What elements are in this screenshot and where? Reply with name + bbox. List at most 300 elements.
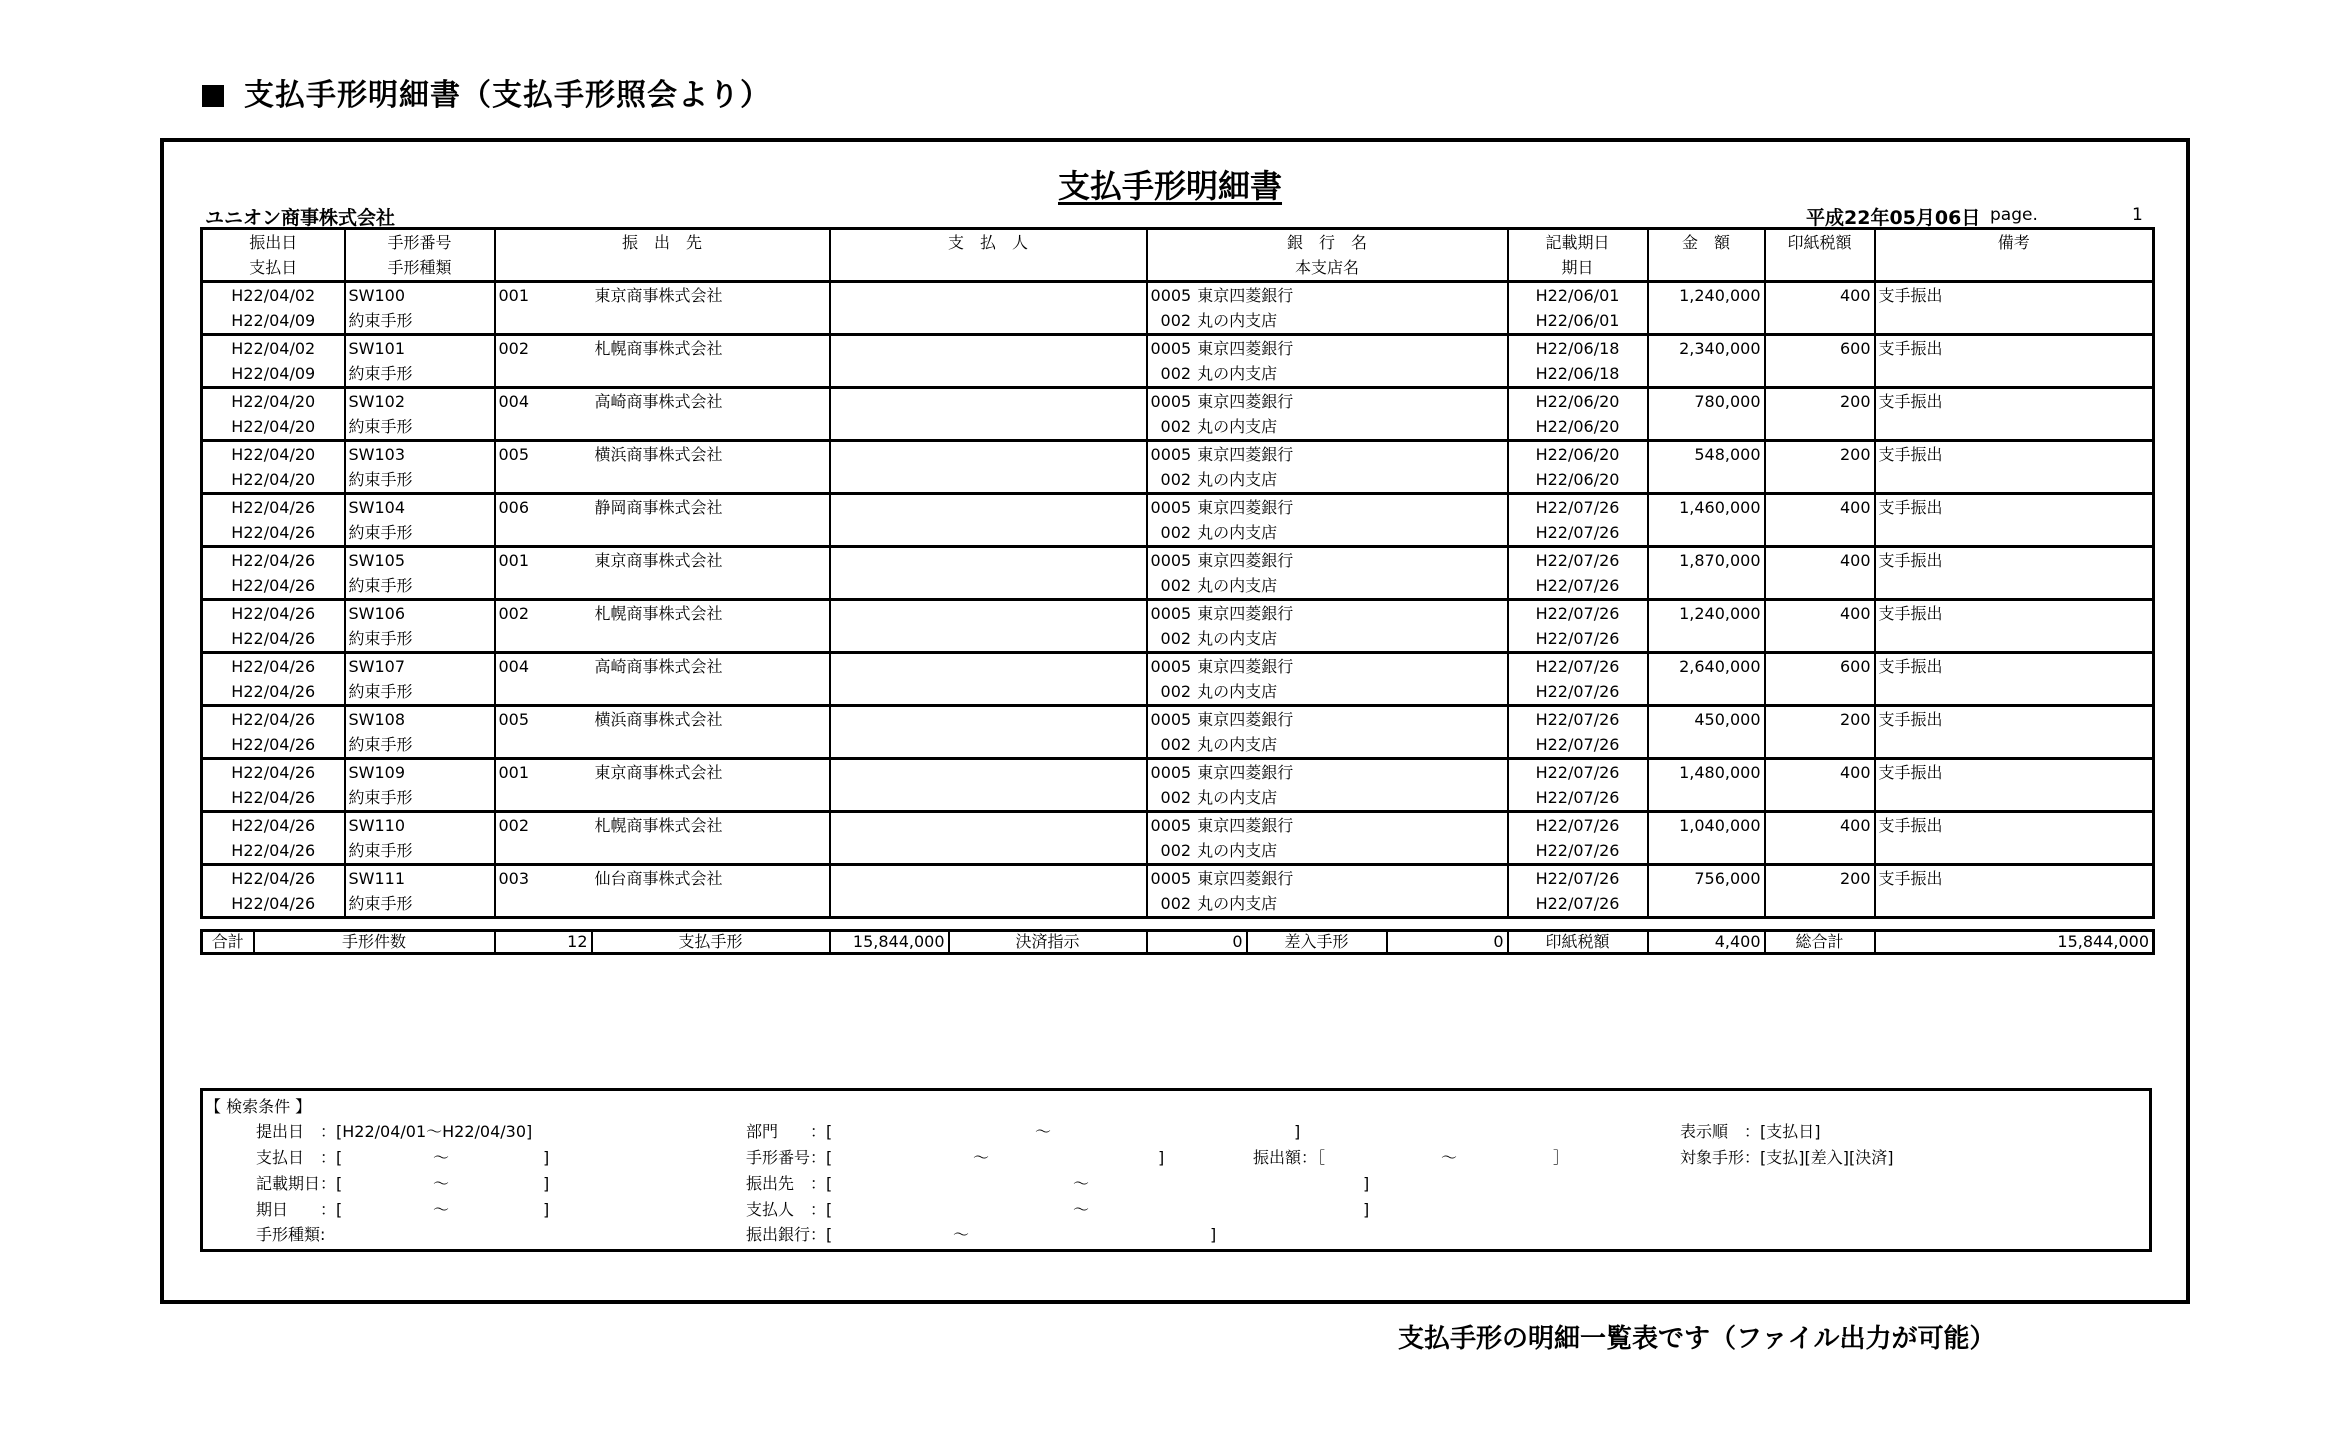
amount: 1,460,000 [1648, 494, 1765, 521]
bank [1147, 600, 1508, 627]
col-due-date: 記載期日 [1508, 229, 1648, 256]
branch-code: 002 [1160, 629, 1192, 648]
remarks: 支手振出 [1875, 388, 2154, 415]
remarks: 支手振出 [1875, 653, 2154, 680]
issue-date: H22/04/26 [202, 600, 345, 627]
payer [830, 494, 1147, 521]
amount: 1,040,000 [1648, 812, 1765, 839]
term-date: H22/07/26 [1508, 891, 1648, 918]
note-type: 約束手形 [345, 414, 495, 441]
payee-name: 高崎商事株式会社 [592, 653, 830, 680]
cond-due-date-end: ] [543, 1174, 550, 1193]
table-row-sub [202, 679, 2154, 706]
payee-code: 005 [495, 441, 592, 468]
bank-code: 0005 [1150, 763, 1192, 782]
cond-payee-tilde: ～ [1073, 1174, 1090, 1193]
bank-code: 0005 [1150, 869, 1192, 888]
payer [830, 706, 1147, 733]
payee-code: 005 [495, 706, 592, 733]
pay-date: H22/04/20 [231, 417, 316, 436]
cond-note-type: 手形種類: [256, 1225, 326, 1244]
branch [1147, 361, 1508, 388]
note-no: SW105 [345, 547, 495, 574]
table-row [202, 865, 2154, 892]
branch [1147, 626, 1508, 653]
payable-label: 支払手形 [592, 931, 830, 954]
remarks: 支手振出 [1875, 335, 2154, 362]
remarks: 支手振出 [1875, 759, 2154, 786]
branch [1147, 785, 1508, 812]
cond-amount-end: ］ [1553, 1148, 1570, 1167]
note-type: 約束手形 [345, 838, 495, 865]
cond-bank: 振出銀行：[ [746, 1225, 833, 1244]
term-date: H22/06/20 [1508, 467, 1648, 494]
due-date: H22/06/01 [1508, 282, 1648, 309]
table-row-sub [202, 891, 2154, 918]
due-date: H22/07/26 [1508, 812, 1648, 839]
branch-code: 002 [1160, 523, 1192, 542]
bank [1147, 653, 1508, 680]
payee-code: 001 [495, 759, 592, 786]
branch-name: 丸の内支店 [1197, 682, 1278, 701]
col-stamp-tax: 印紙税額 [1765, 229, 1875, 256]
remarks: 支手振出 [1875, 282, 2154, 309]
issue-date: H22/04/26 [202, 865, 345, 892]
note-no: SW103 [345, 441, 495, 468]
branch-code: 002 [1160, 788, 1192, 807]
stamp-tax: 200 [1765, 388, 1875, 415]
issue-date: H22/04/26 [202, 706, 345, 733]
cond-amount: 振出額：［ [1253, 1148, 1326, 1167]
remarks: 支手振出 [1875, 547, 2154, 574]
cond-payer: 支払人 ：[ [746, 1200, 833, 1219]
issue-date: H22/04/20 [202, 441, 345, 468]
amount: 1,240,000 [1648, 282, 1765, 309]
stamp-tax: 600 [1765, 653, 1875, 680]
cond-target: 対象手形：[支払][差入][決済] [1680, 1148, 1894, 1167]
branch-code: 002 [1160, 735, 1192, 754]
table-row-sub [202, 414, 2154, 441]
bank-code: 0005 [1150, 657, 1192, 676]
note-type: 約束手形 [345, 361, 495, 388]
stamp-tax: 200 [1765, 441, 1875, 468]
cond-submit-date: 提出日 ：[H22/04/01～H22/04/30] [256, 1122, 533, 1141]
page-heading-text: 支払手形明細書（支払手形照会より） [244, 78, 771, 113]
stamp-tax: 200 [1765, 865, 1875, 892]
payee-name: 東京商事株式会社 [592, 759, 830, 786]
bank [1147, 706, 1508, 733]
bank-code: 0005 [1150, 604, 1192, 623]
note-type: 約束手形 [345, 520, 495, 547]
note-no: SW106 [345, 600, 495, 627]
settle-value: 0 [1147, 931, 1247, 954]
deposit-label: 差入手形 [1247, 931, 1387, 954]
payee-code: 004 [495, 653, 592, 680]
bank-code: 0005 [1150, 498, 1192, 517]
payer [830, 865, 1147, 892]
footnote: 支払手形の明細一覧表です（ファイル出力が可能） [1398, 1324, 1996, 1354]
due-date: H22/07/26 [1508, 494, 1648, 521]
cond-note-no: 手形番号：[ [746, 1148, 833, 1167]
bank-name: 東京四菱銀行 [1197, 445, 1294, 464]
company-name: ユニオン商事株式会社 [205, 207, 396, 229]
table-row [202, 600, 2154, 627]
stamp-tax: 400 [1765, 282, 1875, 309]
branch [1147, 838, 1508, 865]
grand-label: 総合計 [1765, 931, 1875, 954]
bank-code: 0005 [1150, 286, 1192, 305]
payee-name: 仙台商事株式会社 [592, 865, 830, 892]
branch [1147, 520, 1508, 547]
col-term-date: 期日 [1508, 255, 1648, 282]
branch [1147, 308, 1508, 335]
col-payee: 振 出 先 [495, 229, 830, 256]
payee-name: 札幌商事株式会社 [592, 600, 830, 627]
count-value: 12 [495, 931, 592, 954]
table-row [202, 547, 2154, 574]
branch [1147, 467, 1508, 494]
note-no: SW110 [345, 812, 495, 839]
cond-term: 期日 ：[ [256, 1200, 343, 1219]
amount: 780,000 [1648, 388, 1765, 415]
branch-code: 002 [1160, 682, 1192, 701]
remarks: 支手振出 [1875, 865, 2154, 892]
payee-code: 003 [495, 865, 592, 892]
table-row-sub [202, 467, 2154, 494]
bank-name: 東京四菱銀行 [1197, 657, 1294, 676]
page-label: page. [1990, 205, 2038, 225]
col-note-type: 手形種類 [345, 255, 495, 282]
table-row-sub [202, 361, 2154, 388]
page-number: 1 [2132, 205, 2143, 225]
table-row-sub [202, 626, 2154, 653]
payee-code: 001 [495, 282, 592, 309]
cond-bank-tilde: ～ [953, 1225, 970, 1244]
bank [1147, 494, 1508, 521]
note-type: 約束手形 [345, 891, 495, 918]
branch-name: 丸の内支店 [1197, 841, 1278, 860]
due-date: H22/07/26 [1508, 865, 1648, 892]
bank-name: 東京四菱銀行 [1197, 498, 1294, 517]
payer [830, 600, 1147, 627]
cond-note-no-end: ] [1158, 1148, 1165, 1167]
bank-code: 0005 [1150, 710, 1192, 729]
square-bullet-icon [202, 85, 224, 107]
branch-code: 002 [1160, 311, 1192, 330]
amount: 2,340,000 [1648, 335, 1765, 362]
due-date: H22/07/26 [1508, 759, 1648, 786]
cond-dept-end: ] [1294, 1122, 1301, 1141]
cond-pay-date: 支払日 ：[ [256, 1148, 343, 1167]
payable-value: 15,844,000 [830, 931, 949, 954]
note-type: 約束手形 [345, 626, 495, 653]
due-date: H22/07/26 [1508, 706, 1648, 733]
branch-code: 002 [1160, 417, 1192, 436]
stamp-tax: 400 [1765, 494, 1875, 521]
note-no: SW109 [345, 759, 495, 786]
issue-date: H22/04/26 [202, 547, 345, 574]
table-row-sub [202, 573, 2154, 600]
branch [1147, 891, 1508, 918]
term-date: H22/07/26 [1508, 573, 1648, 600]
bank-name: 東京四菱銀行 [1197, 392, 1294, 411]
cond-payee: 振出先 ：[ [746, 1174, 833, 1193]
table-row-sub [202, 732, 2154, 759]
issue-date: H22/04/02 [202, 282, 345, 309]
amount: 450,000 [1648, 706, 1765, 733]
bank-code: 0005 [1150, 339, 1192, 358]
col-amount: 金 額 [1648, 229, 1765, 256]
amount: 2,640,000 [1648, 653, 1765, 680]
conditions-title: 【 検索条件 】 [205, 1097, 312, 1116]
pay-date: H22/04/09 [231, 311, 316, 330]
col-issue-date: 振出日 [249, 233, 298, 252]
branch-code: 002 [1160, 470, 1192, 489]
stamp-tax: 400 [1765, 547, 1875, 574]
cond-payer-tilde: ～ [1073, 1200, 1090, 1219]
bank-code: 0005 [1150, 445, 1192, 464]
deposit-value: 0 [1387, 931, 1508, 954]
bank [1147, 547, 1508, 574]
bank-code: 0005 [1150, 816, 1192, 835]
bank-name: 東京四菱銀行 [1197, 763, 1294, 782]
note-type: 約束手形 [345, 573, 495, 600]
page-heading [202, 70, 771, 114]
note-no: SW104 [345, 494, 495, 521]
note-no: SW108 [345, 706, 495, 733]
table-row [202, 812, 2154, 839]
due-date: H22/07/26 [1508, 653, 1648, 680]
due-date: H22/07/26 [1508, 600, 1648, 627]
bank-name: 東京四菱銀行 [1197, 869, 1294, 888]
stamp-value: 4,400 [1648, 931, 1765, 954]
branch-name: 丸の内支店 [1197, 788, 1278, 807]
payee-name: 静岡商事株式会社 [592, 494, 830, 521]
cond-dept: 部門 ：[ [746, 1122, 833, 1141]
count-label: 手形件数 [254, 931, 495, 954]
payee-name: 高崎商事株式会社 [592, 388, 830, 415]
issue-date: H22/04/26 [202, 759, 345, 786]
branch-name: 丸の内支店 [1197, 629, 1278, 648]
totals-row [202, 931, 2154, 954]
stamp-tax: 400 [1765, 759, 1875, 786]
note-type: 約束手形 [345, 679, 495, 706]
bank-code: 0005 [1150, 551, 1192, 570]
col-bank: 銀 行 名 [1147, 229, 1508, 256]
cond-note-no-tilde: ～ [973, 1148, 990, 1167]
bank [1147, 441, 1508, 468]
branch-name: 丸の内支店 [1197, 470, 1278, 489]
payee-name: 東京商事株式会社 [592, 282, 830, 309]
payer [830, 759, 1147, 786]
totals-table [200, 929, 2155, 955]
branch-code: 002 [1160, 364, 1192, 383]
table-header [202, 229, 2154, 282]
note-type: 約束手形 [345, 785, 495, 812]
bank-name: 東京四菱銀行 [1197, 339, 1294, 358]
branch-name: 丸の内支店 [1197, 364, 1278, 383]
term-date: H22/07/26 [1508, 520, 1648, 547]
amount: 1,870,000 [1648, 547, 1765, 574]
bank [1147, 759, 1508, 786]
branch-code: 002 [1160, 894, 1192, 913]
pay-date: H22/04/26 [231, 894, 316, 913]
detail-table [200, 227, 2155, 919]
note-no: SW111 [345, 865, 495, 892]
total-label: 合計 [211, 932, 244, 951]
cond-dept-tilde: ～ [1035, 1122, 1052, 1141]
stamp-tax: 400 [1765, 812, 1875, 839]
note-no: SW101 [345, 335, 495, 362]
issue-date: H22/04/26 [202, 812, 345, 839]
report-date: 平成22年05月06日 [1806, 207, 1981, 229]
issue-date: H22/04/20 [202, 388, 345, 415]
stamp-tax: 600 [1765, 335, 1875, 362]
remarks: 支手振出 [1875, 812, 2154, 839]
note-no: SW100 [345, 282, 495, 309]
note-no: SW107 [345, 653, 495, 680]
term-date: H22/06/01 [1508, 308, 1648, 335]
cond-pay-date-tilde: ～ [433, 1148, 450, 1167]
payer [830, 388, 1147, 415]
branch [1147, 573, 1508, 600]
term-date: H22/07/26 [1508, 838, 1648, 865]
term-date: H22/07/26 [1508, 785, 1648, 812]
note-type: 約束手形 [345, 732, 495, 759]
pay-date: H22/04/26 [231, 576, 316, 595]
note-no: SW102 [345, 388, 495, 415]
branch-name: 丸の内支店 [1197, 523, 1278, 542]
pay-date: H22/04/26 [231, 523, 316, 542]
branch-name: 丸の内支店 [1197, 894, 1278, 913]
report-title: 支払手形明細書 [1058, 167, 1283, 205]
branch [1147, 414, 1508, 441]
branch [1147, 732, 1508, 759]
term-date: H22/07/26 [1508, 732, 1648, 759]
search-conditions [200, 1088, 2152, 1252]
payee-code: 004 [495, 388, 592, 415]
stamp-tax: 400 [1765, 600, 1875, 627]
amount: 1,480,000 [1648, 759, 1765, 786]
payer [830, 441, 1147, 468]
settle-label: 決済指示 [949, 931, 1147, 954]
due-date: H22/07/26 [1508, 547, 1648, 574]
pay-date: H22/04/09 [231, 364, 316, 383]
bank [1147, 335, 1508, 362]
col-payer: 支 払 人 [830, 229, 1147, 256]
cond-pay-date-end: ] [543, 1148, 550, 1167]
cond-term-end: ] [543, 1200, 550, 1219]
term-date: H22/06/18 [1508, 361, 1648, 388]
branch-name: 丸の内支店 [1197, 417, 1278, 436]
issue-date: H22/04/26 [202, 494, 345, 521]
term-date: H22/07/26 [1508, 626, 1648, 653]
issue-date: H22/04/26 [202, 653, 345, 680]
bank [1147, 865, 1508, 892]
branch [1147, 679, 1508, 706]
table-row [202, 653, 2154, 680]
table-row [202, 441, 2154, 468]
table-row-sub [202, 520, 2154, 547]
payer [830, 812, 1147, 839]
cond-amount-tilde: ～ [1441, 1148, 1458, 1167]
cond-term-tilde: ～ [433, 1200, 450, 1219]
term-date: H22/06/20 [1508, 414, 1648, 441]
amount: 1,240,000 [1648, 600, 1765, 627]
payee-code: 001 [495, 547, 592, 574]
table-row-sub [202, 308, 2154, 335]
table-row [202, 282, 2154, 309]
cond-bank-end: ] [1210, 1225, 1217, 1244]
stamp-label: 印紙税額 [1508, 931, 1648, 954]
branch-name: 丸の内支店 [1197, 311, 1278, 330]
remarks: 支手振出 [1875, 600, 2154, 627]
col-remarks: 備考 [1875, 229, 2154, 256]
payer [830, 282, 1147, 309]
payee-name: 東京商事株式会社 [592, 547, 830, 574]
pay-date: H22/04/26 [231, 682, 316, 701]
grand-value: 15,844,000 [1875, 931, 2154, 954]
cond-order: 表示順 ：[支払日] [1680, 1122, 1821, 1141]
table-row-sub [202, 838, 2154, 865]
due-date: H22/06/18 [1508, 335, 1648, 362]
stamp-tax: 200 [1765, 706, 1875, 733]
payee-code: 002 [495, 335, 592, 362]
branch-code: 002 [1160, 841, 1192, 860]
payer [830, 335, 1147, 362]
col-note-no: 手形番号 [345, 229, 495, 256]
term-date: H22/07/26 [1508, 679, 1648, 706]
bank-name: 東京四菱銀行 [1197, 286, 1294, 305]
payee-name: 横浜商事株式会社 [592, 706, 830, 733]
bank-code: 0005 [1150, 392, 1192, 411]
table-row [202, 706, 2154, 733]
pay-date: H22/04/26 [231, 735, 316, 754]
bank-name: 東京四菱銀行 [1197, 816, 1294, 835]
table-row-sub [202, 785, 2154, 812]
payee-code: 006 [495, 494, 592, 521]
branch-code: 002 [1160, 576, 1192, 595]
due-date: H22/06/20 [1508, 388, 1648, 415]
branch-name: 丸の内支店 [1197, 735, 1278, 754]
branch-name: 丸の内支店 [1197, 576, 1278, 595]
bank [1147, 282, 1508, 309]
table-row [202, 388, 2154, 415]
bank-name: 東京四菱銀行 [1197, 551, 1294, 570]
bank [1147, 812, 1508, 839]
payee-name: 札幌商事株式会社 [592, 812, 830, 839]
payee-code: 002 [495, 812, 592, 839]
issue-date: H22/04/02 [202, 335, 345, 362]
cond-payee-end: ] [1363, 1174, 1370, 1193]
table-row [202, 335, 2154, 362]
col-branch: 本支店名 [1147, 255, 1508, 282]
amount: 756,000 [1648, 865, 1765, 892]
payee-name: 札幌商事株式会社 [592, 335, 830, 362]
pay-date: H22/04/26 [231, 841, 316, 860]
payee-code: 002 [495, 600, 592, 627]
table-row [202, 494, 2154, 521]
payer [830, 653, 1147, 680]
payee-name: 横浜商事株式会社 [592, 441, 830, 468]
bank [1147, 388, 1508, 415]
bank-name: 東京四菱銀行 [1197, 604, 1294, 623]
payer [830, 547, 1147, 574]
bank-name: 東京四菱銀行 [1197, 710, 1294, 729]
col-pay-date: 支払日 [249, 258, 298, 277]
table-body [202, 282, 2154, 918]
pay-date: H22/04/20 [231, 470, 316, 489]
